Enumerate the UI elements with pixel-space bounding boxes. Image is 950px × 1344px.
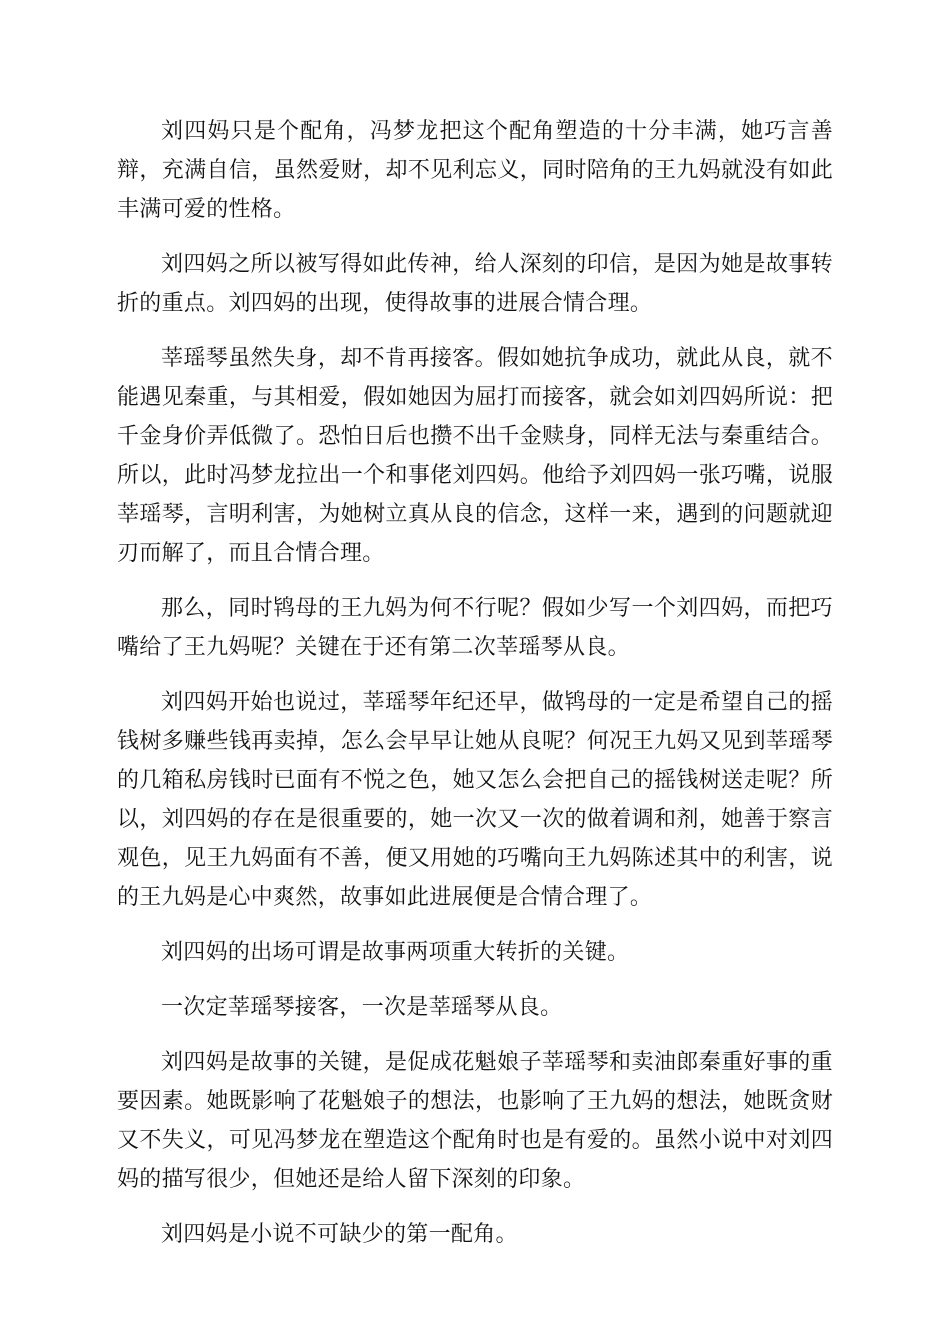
paragraph-9: 刘四妈是小说不可缺少的第一配角。	[161, 1222, 518, 1247]
document-body	[117, 112, 833, 1270]
paragraph-1: 刘四妈只是个配角，冯梦龙把这个配角塑造的十分丰满，她巧言善辩，充满自信，虽然爱财，却不见利忘义，同时陪角的王九妈就没有如此丰满可爱的性格。	[117, 119, 833, 222]
paragraph-6: 刘四妈的出场可谓是故事两项重大转折的关键。	[161, 940, 630, 965]
paragraph-3: 莘瑶琴虽然失身，却不肯再接客。假如她抗争成功，就此从良，就不能遇见秦重，与其相爱，假如她因为屈打而接客，就会如刘四妈所说：把千金身价弄低微了。恐怕日后也攒不出千金赎身，同样无法与秦重结合。所以，此时冯梦龙拉出一个和事佬刘四妈。他给予刘四妈一张巧嘴，说服莘瑶琴，言明利害，为她树立真从良的信念，这样一来，遇到的问题就迎刃而解了，而且合情合理。	[117, 346, 833, 566]
paragraph-7: 一次定莘瑶琴接客，一次是莘瑶琴从良。	[161, 995, 563, 1020]
paragraph-2: 刘四妈之所以被写得如此传神，给人深刻的印信，是因为她是故事转折的重点。刘四妈的出现，使得故事的进展合情合理。	[117, 252, 833, 316]
paragraph-4: 那么，同时鸨母的王九妈为何不行呢？假如少写一个刘四妈，而把巧嘴给了王九妈呢？关键在于还有第二次莘瑶琴从良。	[117, 596, 833, 660]
paragraph-5: 刘四妈开始也说过，莘瑶琴年纪还早，做鸨母的一定是希望自己的摇钱树多赚些钱再卖掉，怎么会早早让她从良呢？何况王九妈又见到莘瑶琴的几箱私房钱时已面有不悦之色，她又怎么会把自己的摇钱树送走呢？所以，刘四妈的存在是很重要的，她一次又一次的做着调和剂，她善于察言观色，见王九妈面有不善，便又用她的巧嘴向王九妈陈述其中的利害，说的王九妈是心中爽然，故事如此进展便是合情合理了。	[117, 690, 833, 910]
paragraph-8: 刘四妈是故事的关键，是促成花魁娘子莘瑶琴和卖油郎秦重好事的重要因素。她既影响了花魁娘子的想法，也影响了王九妈的想法，她既贪财又不失义，可见冯梦龙在塑造这个配角时也是有爱的。虽然小说中对刘四妈的描写很少，但她还是给人留下深刻的印象。	[117, 1050, 833, 1192]
